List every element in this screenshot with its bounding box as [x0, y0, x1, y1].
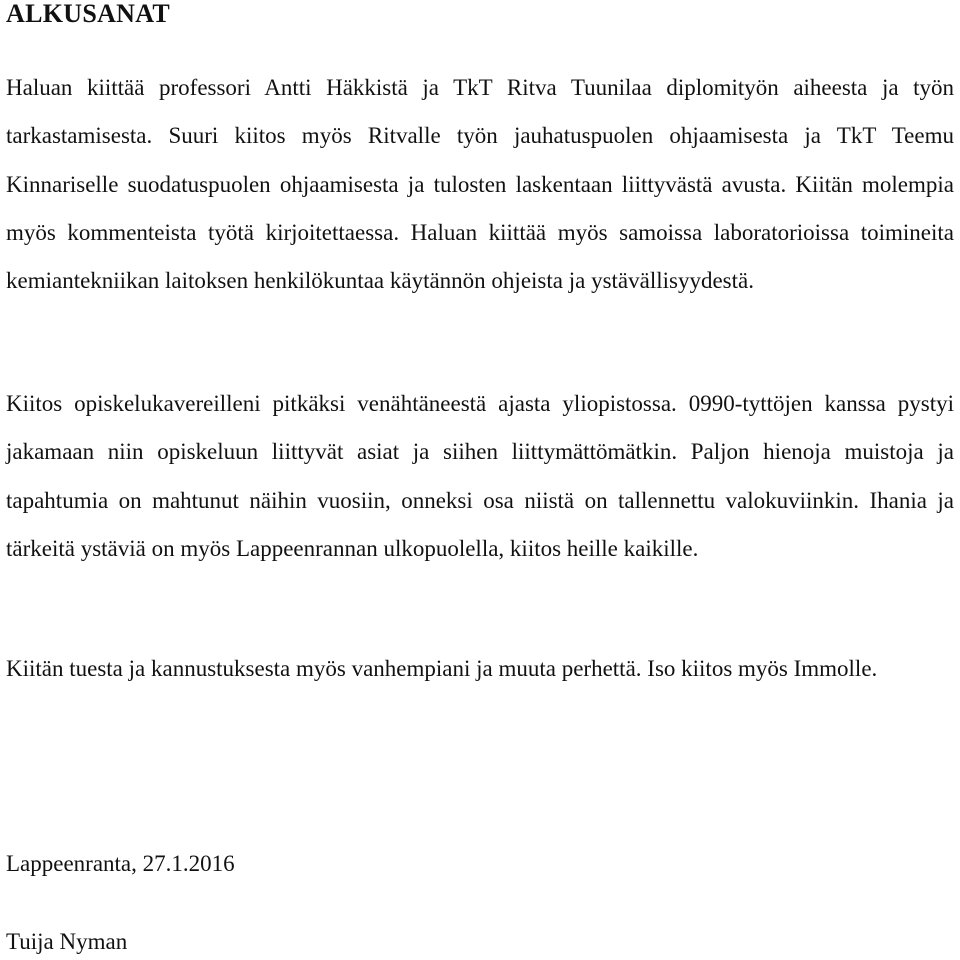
paragraph-acknowledgements-supervisors: Haluan kiittää professori Antti Häkkistä ja TkT Ritva Tuunilaa diplomityön aiheesta ja työn tarkastamisesta. Suuri kiitos myös Ritvalle työn jauhatuspuolen ohjaamisesta ja TkT Teemu Kinnariselle suodatuspuolen ohjaamisesta ja tulosten laskentaan liittyvästä avusta. Kiitän molempia myös kommenteista työtä kirjoitettaessa. Haluan kiittää myös samoissa laboratorioissa toimineita kemiantekniikan laitoksen henkilökuntaa käytännön ohjeista ja ystävällisyydestä. — [6, 75, 954, 294]
paragraph-acknowledgements-family: Kiitän tuesta ja kannustuksesta myös vanhempiani ja muuta perhettä. Iso kiitos myös Immolle. — [6, 656, 878, 681]
paragraph-acknowledgements-friends: Kiitos opiskelukavereilleni pitkäksi venähtäneestä ajasta yliopistossa. 0990-tyttöjen kanssa pystyi jakamaan niin opiskeluun liittyvät asiat ja siihen liittymättömätkin. Paljon hienoja muistoja ja tapahtumia on mahtunut näihin vuosiin, onneksi osa niistä on tallennettu valokuviinkin. Ihania ja tärkeitä ystäviä on myös Lappeenrannan ulkopuolella, kiitos heille kaikille. — [6, 391, 954, 561]
author-name: Tuija Nyman — [6, 929, 128, 954]
page-title: ALKUSANAT — [6, 0, 171, 28]
place-and-date: Lappeenranta, 27.1.2016 — [6, 851, 235, 876]
